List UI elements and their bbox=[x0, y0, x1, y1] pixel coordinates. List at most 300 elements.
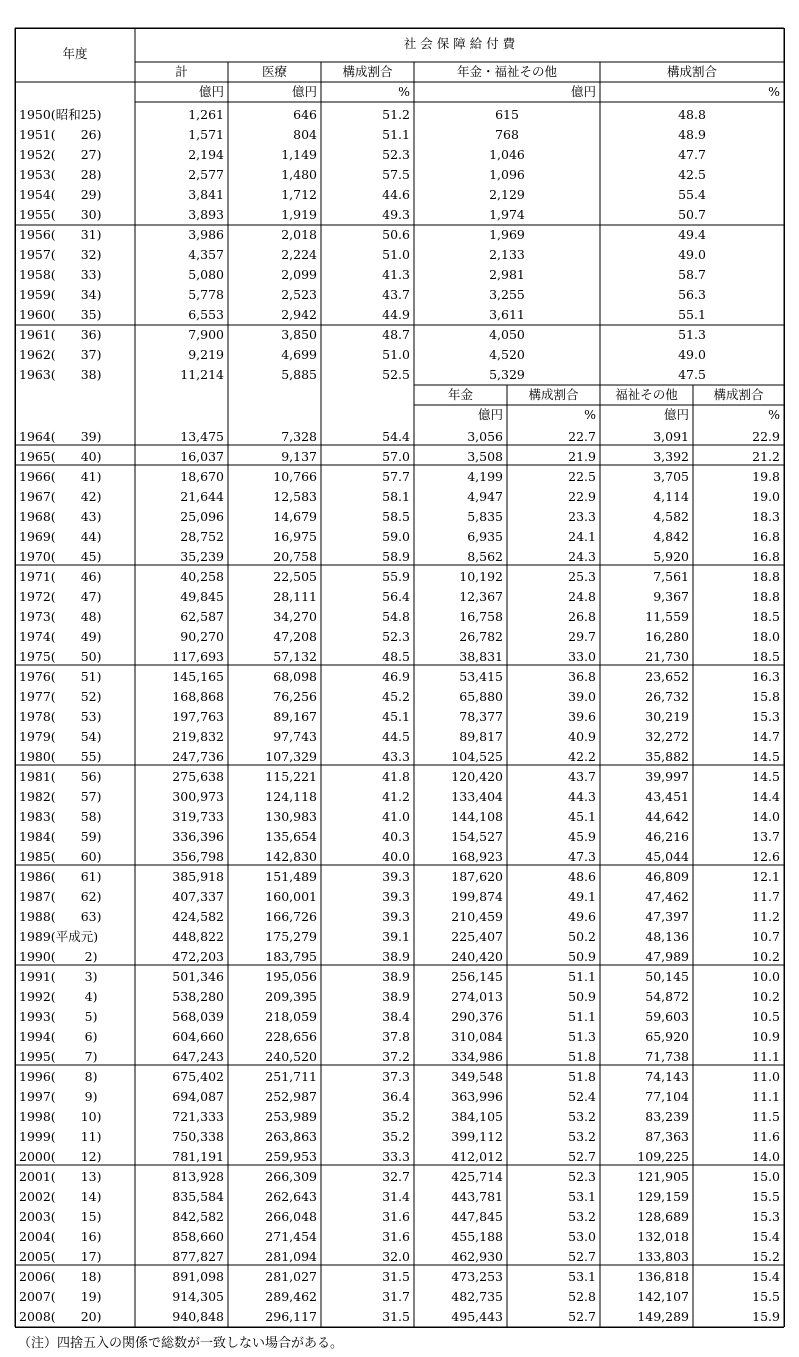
unit-share2: % bbox=[768, 84, 780, 99]
medical-value: 804 bbox=[293, 127, 317, 142]
unit-pension-welfare: 億円 bbox=[570, 84, 596, 99]
welfare-value: 77,104 bbox=[645, 1089, 689, 1104]
welfare-share-value: 11.0 bbox=[752, 1069, 780, 1084]
pension-welfare-value: 4,050 bbox=[489, 327, 525, 342]
welfare-share-value: 14.0 bbox=[752, 1149, 780, 1164]
medical-share-value: 45.1 bbox=[382, 709, 410, 724]
pension-value: 3,056 bbox=[467, 429, 503, 444]
year-cell: 1983( 58) bbox=[19, 809, 102, 824]
pension-share-value: 50.2 bbox=[568, 929, 596, 944]
year-cell: 2003( 15) bbox=[19, 1209, 102, 1224]
welfare-value: 47,397 bbox=[645, 909, 689, 924]
year-cell: 1987( 62) bbox=[19, 889, 102, 904]
total-value: 18,670 bbox=[180, 469, 224, 484]
welfare-value: 9,367 bbox=[653, 589, 689, 604]
social-security-header: 社 会 保 障 給 付 費 bbox=[403, 36, 516, 51]
welfare-value: 149,289 bbox=[637, 1309, 689, 1324]
medical-share-value: 52.5 bbox=[382, 367, 410, 382]
pension-share-value: 52.8 bbox=[568, 1289, 596, 1304]
total-value: 275,638 bbox=[172, 769, 224, 784]
welfare-share-value: 11.6 bbox=[752, 1129, 780, 1144]
total-value: 3,986 bbox=[188, 227, 224, 242]
welfare-value: 7,561 bbox=[653, 569, 689, 584]
pension-share-value: 49.1 bbox=[568, 889, 596, 904]
medical-share-value: 35.2 bbox=[382, 1109, 410, 1124]
medical-share-value: 57.0 bbox=[382, 449, 410, 464]
total-value: 247,736 bbox=[172, 749, 224, 764]
year-cell: 1957( 32) bbox=[19, 247, 102, 262]
pension-share-value: 51.1 bbox=[568, 969, 596, 984]
pension-share-value: 39.6 bbox=[568, 709, 596, 724]
pension-value: 462,930 bbox=[451, 1249, 503, 1264]
year-cell: 1950(昭和25) bbox=[19, 107, 102, 122]
welfare-share-value: 15.5 bbox=[752, 1189, 780, 1204]
pension-share-value: 36.8 bbox=[568, 669, 596, 684]
year-cell: 2002( 14) bbox=[19, 1189, 102, 1204]
pension-value: 26,782 bbox=[459, 629, 503, 644]
total-header: 計 bbox=[175, 64, 188, 79]
pension-value: 334,986 bbox=[451, 1049, 503, 1064]
medical-value: 1,149 bbox=[281, 147, 317, 162]
medical-share-value: 54.4 bbox=[382, 429, 410, 444]
year-cell: 1968( 43) bbox=[19, 509, 102, 524]
medical-share-value: 57.7 bbox=[382, 469, 410, 484]
year-cell: 1975( 50) bbox=[19, 649, 102, 664]
pension-value: 4,199 bbox=[467, 469, 503, 484]
welfare-value: 109,225 bbox=[637, 1149, 689, 1164]
total-value: 16,037 bbox=[180, 449, 224, 464]
year-cell: 1951( 26) bbox=[19, 127, 102, 142]
year-cell: 1967( 42) bbox=[19, 489, 102, 504]
medical-share-value: 54.8 bbox=[382, 609, 410, 624]
medical-value: 2,523 bbox=[281, 287, 317, 302]
medical-share-value: 41.2 bbox=[382, 789, 410, 804]
year-cell: 1962( 37) bbox=[19, 347, 102, 362]
pension-value: 443,781 bbox=[451, 1189, 503, 1204]
medical-value: 252,987 bbox=[265, 1089, 317, 1104]
pension-share-value: 51.8 bbox=[568, 1049, 596, 1064]
medical-value: 183,795 bbox=[265, 949, 317, 964]
medical-share-value: 51.0 bbox=[382, 347, 410, 362]
year-cell: 2007( 19) bbox=[19, 1289, 102, 1304]
welfare-share-value: 11.1 bbox=[752, 1089, 780, 1104]
total-value: 842,582 bbox=[172, 1209, 224, 1224]
pension-share-value: 40.9 bbox=[568, 729, 596, 744]
welfare-share-value: 18.3 bbox=[752, 509, 780, 524]
welfare-value: 3,705 bbox=[653, 469, 689, 484]
medical-share-value: 57.5 bbox=[382, 167, 410, 182]
year-cell: 2006( 18) bbox=[19, 1269, 102, 1284]
pension-share-value: 50.9 bbox=[568, 989, 596, 1004]
welfare-share-value: 18.8 bbox=[752, 589, 780, 604]
total-value: 49,845 bbox=[180, 589, 224, 604]
pension-value: 210,459 bbox=[451, 909, 503, 924]
year-cell: 1981( 56) bbox=[19, 769, 102, 784]
medical-share-value: 58.5 bbox=[382, 509, 410, 524]
medical-value: 115,221 bbox=[265, 769, 317, 784]
medical-value: 47,208 bbox=[273, 629, 317, 644]
medical-value: 281,094 bbox=[265, 1249, 317, 1264]
medical-value: 646 bbox=[293, 107, 317, 122]
year-cell: 1960( 35) bbox=[19, 307, 102, 322]
total-value: 3,841 bbox=[188, 187, 224, 202]
pension-share-value: 45.9 bbox=[568, 829, 596, 844]
medical-share-value: 31.6 bbox=[382, 1229, 410, 1244]
total-value: 424,582 bbox=[172, 909, 224, 924]
pension-welfare-value: 615 bbox=[495, 107, 519, 122]
year-cell: 1965( 40) bbox=[19, 449, 102, 464]
year-cell: 1994( 6) bbox=[19, 1029, 98, 1044]
total-value: 472,203 bbox=[172, 949, 224, 964]
welfare-value: 74,143 bbox=[645, 1069, 689, 1084]
medical-share-value: 44.9 bbox=[382, 307, 410, 322]
year-cell: 1970( 45) bbox=[19, 549, 102, 564]
total-value: 145,165 bbox=[172, 669, 224, 684]
total-value: 604,660 bbox=[172, 1029, 224, 1044]
medical-value: 28,111 bbox=[273, 589, 317, 604]
welfare-value: 47,989 bbox=[645, 949, 689, 964]
pension-welfare-value: 2,129 bbox=[489, 187, 525, 202]
year-cell: 1956( 31) bbox=[19, 227, 102, 242]
year-cell: 1992( 4) bbox=[19, 989, 98, 1004]
welfare-value: 45,044 bbox=[645, 849, 689, 864]
medical-value: 271,454 bbox=[265, 1229, 317, 1244]
medical-value: 259,953 bbox=[265, 1149, 317, 1164]
pension-value: 473,253 bbox=[451, 1269, 503, 1284]
year-cell: 1997( 9) bbox=[19, 1089, 98, 1104]
year-cell: 1991( 3) bbox=[19, 969, 98, 984]
total-value: 647,243 bbox=[172, 1049, 224, 1064]
medical-value: 10,766 bbox=[273, 469, 317, 484]
medical-share-value: 44.5 bbox=[382, 729, 410, 744]
welfare-share-value: 14.5 bbox=[752, 749, 780, 764]
pension-value: 104,525 bbox=[451, 749, 503, 764]
year-cell: 1969( 44) bbox=[19, 529, 102, 544]
medical-share-value: 37.3 bbox=[382, 1069, 410, 1084]
pension-welfare-share-value: 48.9 bbox=[678, 127, 706, 142]
pension-value: 310,084 bbox=[451, 1029, 503, 1044]
pension-value: 89,817 bbox=[459, 729, 503, 744]
year-cell: 1958( 33) bbox=[19, 267, 102, 282]
total-value: 9,219 bbox=[188, 347, 224, 362]
welfare-share-value: 14.5 bbox=[752, 769, 780, 784]
medical-share-value: 37.2 bbox=[382, 1049, 410, 1064]
pension-share-value: 52.7 bbox=[568, 1309, 596, 1324]
medical-share-value: 51.0 bbox=[382, 247, 410, 262]
medical-value: 266,309 bbox=[265, 1169, 317, 1184]
unit-share: % bbox=[398, 84, 410, 99]
welfare-value: 59,603 bbox=[645, 1009, 689, 1024]
pension-share-value: 50.9 bbox=[568, 949, 596, 964]
medical-share-value: 49.3 bbox=[382, 207, 410, 222]
welfare-share-value: 22.9 bbox=[752, 429, 780, 444]
welfare-share-value: 11.7 bbox=[752, 889, 780, 904]
welfare-share-value: 18.5 bbox=[752, 609, 780, 624]
medical-share-value: 45.2 bbox=[382, 689, 410, 704]
medical-value: 1,480 bbox=[281, 167, 317, 182]
welfare-value: 43,451 bbox=[645, 789, 689, 804]
year-cell: 1964( 39) bbox=[19, 429, 102, 444]
total-value: 568,039 bbox=[172, 1009, 224, 1024]
medical-share-value: 32.7 bbox=[382, 1169, 410, 1184]
pension-welfare-value: 3,255 bbox=[489, 287, 525, 302]
total-value: 13,475 bbox=[180, 429, 224, 444]
total-value: 6,553 bbox=[188, 307, 224, 322]
pension-welfare-value: 1,046 bbox=[489, 147, 525, 162]
total-value: 385,918 bbox=[172, 869, 224, 884]
medical-share-value: 41.8 bbox=[382, 769, 410, 784]
year-cell: 1966( 41) bbox=[19, 469, 102, 484]
total-value: 319,733 bbox=[172, 809, 224, 824]
total-value: 197,763 bbox=[172, 709, 224, 724]
medical-value: 14,679 bbox=[273, 509, 317, 524]
welfare-value: 132,018 bbox=[637, 1229, 689, 1244]
total-value: 694,087 bbox=[172, 1089, 224, 1104]
medical-value: 2,942 bbox=[281, 307, 317, 322]
welfare-value: 3,392 bbox=[653, 449, 689, 464]
medical-share-value: 35.2 bbox=[382, 1129, 410, 1144]
unit-welfare: 億円 bbox=[663, 407, 689, 422]
total-value: 3,893 bbox=[188, 207, 224, 222]
year-cell: 1985( 60) bbox=[19, 849, 102, 864]
medical-value: 240,520 bbox=[265, 1049, 317, 1064]
total-value: 11,214 bbox=[180, 367, 224, 382]
medical-value: 57,132 bbox=[273, 649, 317, 664]
pension-share-value: 53.2 bbox=[568, 1109, 596, 1124]
medical-value: 195,056 bbox=[265, 969, 317, 984]
medical-share-value: 36.4 bbox=[382, 1089, 410, 1104]
pension-welfare-value: 4,520 bbox=[489, 347, 525, 362]
year-cell: 1977( 52) bbox=[19, 689, 102, 704]
total-value: 721,333 bbox=[172, 1109, 224, 1124]
welfare-share-value: 15.9 bbox=[752, 1309, 780, 1324]
total-value: 168,868 bbox=[172, 689, 224, 704]
medical-share-value: 31.7 bbox=[382, 1289, 410, 1304]
total-value: 914,305 bbox=[172, 1289, 224, 1304]
pension-share-value: 29.7 bbox=[568, 629, 596, 644]
total-value: 813,928 bbox=[172, 1169, 224, 1184]
pension-share-header: 構成割合 bbox=[528, 387, 579, 402]
pension-welfare-share-value: 49.0 bbox=[678, 247, 706, 262]
year-cell: 2008( 20) bbox=[19, 1309, 102, 1324]
medical-value: 160,001 bbox=[265, 889, 317, 904]
medical-value: 34,270 bbox=[273, 609, 317, 624]
year-cell: 1980( 55) bbox=[19, 749, 102, 764]
year-cell: 1999( 11) bbox=[19, 1129, 102, 1144]
medical-value: 130,983 bbox=[265, 809, 317, 824]
medical-share-value: 55.9 bbox=[382, 569, 410, 584]
welfare-share-value: 10.2 bbox=[752, 949, 780, 964]
unit-total: 億円 bbox=[198, 84, 224, 99]
pension-share-value: 21.9 bbox=[568, 449, 596, 464]
year-cell: 1984( 59) bbox=[19, 829, 102, 844]
pension-value: 144,108 bbox=[451, 809, 503, 824]
welfare-share-value: 14.7 bbox=[752, 729, 780, 744]
pension-value: 8,562 bbox=[467, 549, 503, 564]
medical-share-value: 44.6 bbox=[382, 187, 410, 202]
medical-share-value: 38.9 bbox=[382, 989, 410, 1004]
medical-value: 1,712 bbox=[281, 187, 317, 202]
pension-value: 5,835 bbox=[467, 509, 503, 524]
year-cell: 1952( 27) bbox=[19, 147, 102, 162]
total-value: 448,822 bbox=[172, 929, 224, 944]
total-value: 62,587 bbox=[180, 609, 224, 624]
welfare-share-value: 16.3 bbox=[752, 669, 780, 684]
year-cell: 1978( 53) bbox=[19, 709, 102, 724]
welfare-share-value: 15.4 bbox=[752, 1229, 780, 1244]
medical-share-value: 38.9 bbox=[382, 949, 410, 964]
medical-value: 68,098 bbox=[273, 669, 317, 684]
pension-value: 6,935 bbox=[467, 529, 503, 544]
pension-value: 495,443 bbox=[451, 1309, 503, 1324]
welfare-value: 46,809 bbox=[645, 869, 689, 884]
medical-value: 12,583 bbox=[273, 489, 317, 504]
medical-share-value: 58.9 bbox=[382, 549, 410, 564]
year-cell: 1974( 49) bbox=[19, 629, 102, 644]
year-cell: 2001( 13) bbox=[19, 1169, 102, 1184]
pension-welfare-value: 1,096 bbox=[489, 167, 525, 182]
medical-share-value: 51.1 bbox=[382, 127, 410, 142]
medical-share-value: 52.3 bbox=[382, 147, 410, 162]
medical-share-value: 43.7 bbox=[382, 287, 410, 302]
welfare-value: 4,582 bbox=[653, 509, 689, 524]
welfare-share-value: 12.6 bbox=[752, 849, 780, 864]
pension-share-value: 51.1 bbox=[568, 1009, 596, 1024]
welfare-share-value: 10.9 bbox=[752, 1029, 780, 1044]
pension-value: 240,420 bbox=[451, 949, 503, 964]
pension-value: 455,188 bbox=[451, 1229, 503, 1244]
pension-welfare-value: 1,969 bbox=[489, 227, 525, 242]
pension-share-value: 26.8 bbox=[568, 609, 596, 624]
medical-share-value: 31.5 bbox=[382, 1309, 410, 1324]
total-value: 675,402 bbox=[172, 1069, 224, 1084]
pension-value: 199,874 bbox=[451, 889, 503, 904]
welfare-value: 87,363 bbox=[645, 1129, 689, 1144]
welfare-share-value: 15.3 bbox=[752, 709, 780, 724]
medical-value: 5,885 bbox=[281, 367, 317, 382]
medical-value: 253,989 bbox=[265, 1109, 317, 1124]
unit-medical: 億円 bbox=[291, 84, 317, 99]
medical-share-value: 39.3 bbox=[382, 909, 410, 924]
medical-share-value: 52.3 bbox=[382, 629, 410, 644]
pension-welfare-share-value: 47.5 bbox=[678, 367, 706, 382]
medical-share-value: 40.3 bbox=[382, 829, 410, 844]
medical-value: 251,711 bbox=[265, 1069, 317, 1084]
total-value: 90,270 bbox=[180, 629, 224, 644]
welfare-share-header: 構成割合 bbox=[713, 387, 764, 402]
pension-value: 384,105 bbox=[451, 1109, 503, 1124]
pension-share-value: 52.7 bbox=[568, 1149, 596, 1164]
total-value: 40,258 bbox=[180, 569, 224, 584]
unit-pension-share: % bbox=[584, 407, 596, 422]
pension-welfare-share-value: 42.5 bbox=[678, 167, 706, 182]
medical-value: 2,224 bbox=[281, 247, 317, 262]
pension-share-value: 51.3 bbox=[568, 1029, 596, 1044]
welfare-share-value: 15.3 bbox=[752, 1209, 780, 1224]
medical-value: 7,328 bbox=[281, 429, 317, 444]
pension-value: 168,923 bbox=[451, 849, 503, 864]
total-value: 4,357 bbox=[188, 247, 224, 262]
pension-value: 154,527 bbox=[451, 829, 503, 844]
medical-share-value: 51.2 bbox=[382, 107, 410, 122]
total-value: 35,239 bbox=[180, 549, 224, 564]
total-value: 7,900 bbox=[188, 327, 224, 342]
welfare-share-value: 11.5 bbox=[752, 1109, 780, 1124]
pension-share-value: 53.2 bbox=[568, 1209, 596, 1224]
pension-share-value: 52.3 bbox=[568, 1169, 596, 1184]
pension-welfare-header: 年金・福祉その他 bbox=[456, 64, 557, 79]
welfare-value: 83,239 bbox=[645, 1109, 689, 1124]
year-cell: 1982( 57) bbox=[19, 789, 102, 804]
medical-value: 218,059 bbox=[265, 1009, 317, 1024]
pension-share-value: 44.3 bbox=[568, 789, 596, 804]
welfare-value: 71,738 bbox=[645, 1049, 689, 1064]
medical-share-value: 41.0 bbox=[382, 809, 410, 824]
welfare-share-value: 14.0 bbox=[752, 809, 780, 824]
pension-welfare-value: 2,981 bbox=[489, 267, 525, 282]
pension-welfare-share-value: 55.4 bbox=[678, 187, 706, 202]
pension-value: 412,012 bbox=[451, 1149, 503, 1164]
pension-share-value: 53.1 bbox=[568, 1189, 596, 1204]
pension-share-value: 25.3 bbox=[568, 569, 596, 584]
pension-welfare-share-value: 50.7 bbox=[678, 207, 706, 222]
pension-welfare-value: 2,133 bbox=[489, 247, 525, 262]
total-value: 219,832 bbox=[172, 729, 224, 744]
medical-value: 209,395 bbox=[265, 989, 317, 1004]
medical-value: 262,643 bbox=[265, 1189, 317, 1204]
total-value: 21,644 bbox=[180, 489, 224, 504]
medical-share-value: 48.5 bbox=[382, 649, 410, 664]
pension-share-value: 53.2 bbox=[568, 1129, 596, 1144]
welfare-value: 50,145 bbox=[645, 969, 689, 984]
medical-value: 3,850 bbox=[281, 327, 317, 342]
year-cell: 1971( 46) bbox=[19, 569, 102, 584]
welfare-value: 128,689 bbox=[637, 1209, 689, 1224]
welfare-share-value: 15.4 bbox=[752, 1269, 780, 1284]
year-cell: 1990( 2) bbox=[19, 949, 98, 964]
medical-value: 4,699 bbox=[281, 347, 317, 362]
pension-share-value: 53.0 bbox=[568, 1229, 596, 1244]
welfare-share-value: 11.1 bbox=[752, 1049, 780, 1064]
medical-value: 175,279 bbox=[265, 929, 317, 944]
welfare-value: 142,107 bbox=[637, 1289, 689, 1304]
total-value: 407,337 bbox=[172, 889, 224, 904]
welfare-value: 44,642 bbox=[645, 809, 689, 824]
welfare-value: 65,920 bbox=[645, 1029, 689, 1044]
medical-share-value: 37.8 bbox=[382, 1029, 410, 1044]
pension-value: 65,880 bbox=[459, 689, 503, 704]
pension-value: 53,415 bbox=[459, 669, 503, 684]
welfare-share-value: 18.5 bbox=[752, 649, 780, 664]
pension-share-value: 23.3 bbox=[568, 509, 596, 524]
welfare-share-value: 15.5 bbox=[752, 1289, 780, 1304]
pension-value: 78,377 bbox=[459, 709, 503, 724]
total-value: 750,338 bbox=[172, 1129, 224, 1144]
welfare-value: 54,872 bbox=[645, 989, 689, 1004]
medical-share-value: 46.9 bbox=[382, 669, 410, 684]
welfare-value: 23,652 bbox=[645, 669, 689, 684]
pension-value: 399,112 bbox=[451, 1129, 503, 1144]
total-value: 356,798 bbox=[172, 849, 224, 864]
pension-share-value: 22.5 bbox=[568, 469, 596, 484]
welfare-share-value: 15.0 bbox=[752, 1169, 780, 1184]
welfare-share-value: 10.5 bbox=[752, 1009, 780, 1024]
medical-value: 135,654 bbox=[265, 829, 317, 844]
pension-welfare-share-value: 49.0 bbox=[678, 347, 706, 362]
total-value: 5,778 bbox=[188, 287, 224, 302]
pension-value: 10,192 bbox=[459, 569, 503, 584]
total-value: 538,280 bbox=[172, 989, 224, 1004]
